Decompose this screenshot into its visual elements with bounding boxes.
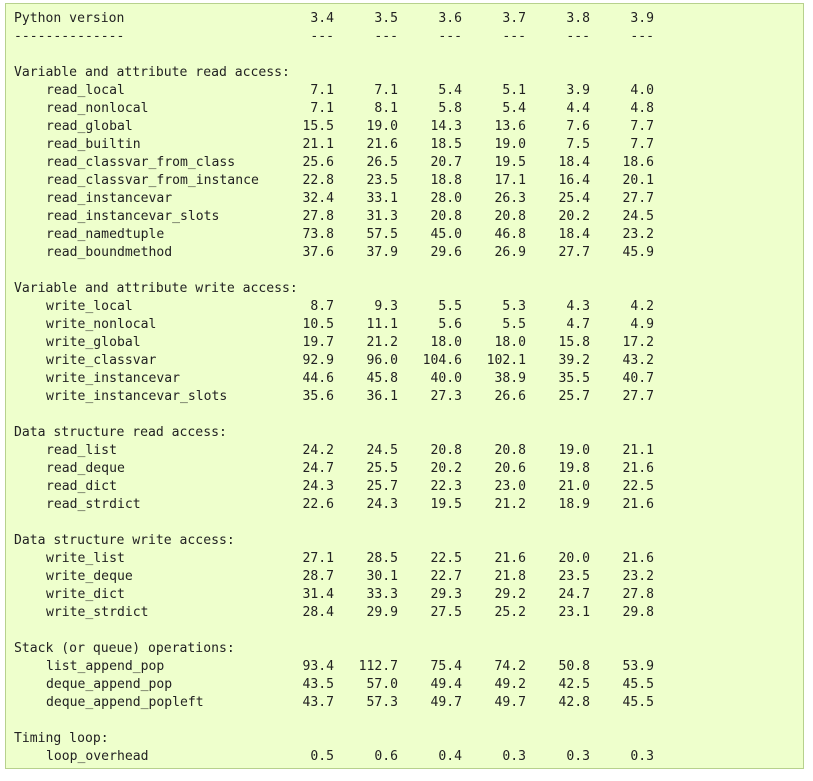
timing-value: 7.1 bbox=[310, 83, 334, 98]
timing-value: 43.5 bbox=[302, 677, 334, 692]
timing-value: 19.8 bbox=[558, 461, 590, 476]
timing-value: 15.5 bbox=[302, 119, 334, 134]
timing-value: 104.6 bbox=[422, 353, 462, 368]
timing-value: 24.5 bbox=[366, 443, 398, 458]
timing-value: 102.1 bbox=[486, 353, 526, 368]
timing-value: 96.0 bbox=[366, 353, 398, 368]
timing-value: 4.3 bbox=[566, 299, 590, 314]
benchmark-row bbox=[14, 496, 795, 514]
timing-value: 5.4 bbox=[438, 83, 462, 98]
timing-value: 49.4 bbox=[430, 677, 462, 692]
benchmark-row bbox=[14, 352, 795, 370]
timing-value: 21.2 bbox=[366, 335, 398, 350]
benchmark-name: read_instancevar_slots bbox=[46, 209, 220, 224]
timing-value: 14.3 bbox=[430, 119, 462, 134]
benchmark-row bbox=[14, 604, 795, 622]
timing-value: 38.9 bbox=[494, 371, 526, 386]
timing-value: 92.9 bbox=[302, 353, 334, 368]
timing-value: 43.7 bbox=[302, 695, 334, 710]
benchmark-name: read_strdict bbox=[46, 497, 141, 512]
benchmark-row bbox=[14, 568, 795, 586]
benchmark-name: write_dict bbox=[46, 587, 125, 602]
timing-value: 53.9 bbox=[622, 659, 654, 674]
timing-value: 23.2 bbox=[622, 227, 654, 242]
benchmark-name: read_deque bbox=[46, 461, 125, 476]
benchmark-row bbox=[14, 100, 795, 118]
timing-value: 40.0 bbox=[430, 371, 462, 386]
benchmark-name: write_instancevar bbox=[46, 371, 181, 386]
timing-value: 49.7 bbox=[494, 695, 526, 710]
timing-value: 29.9 bbox=[366, 605, 398, 620]
blank-line bbox=[14, 406, 795, 424]
timing-value: 24.3 bbox=[302, 479, 334, 494]
timing-value: 26.5 bbox=[366, 155, 398, 170]
timing-value: 4.2 bbox=[630, 299, 654, 314]
timing-value: 46.8 bbox=[494, 227, 526, 242]
timing-value: 45.5 bbox=[622, 695, 654, 710]
timing-value: 5.1 bbox=[502, 83, 526, 98]
timing-value: 19.7 bbox=[302, 335, 334, 350]
timing-value: 22.5 bbox=[622, 479, 654, 494]
timing-value: 32.4 bbox=[302, 191, 334, 206]
timing-value: 21.1 bbox=[622, 443, 654, 458]
section-title bbox=[14, 424, 795, 442]
benchmark-name: read_namedtuple bbox=[46, 227, 165, 242]
benchmark-row bbox=[14, 442, 795, 460]
version-3-9: 3.9 bbox=[630, 11, 654, 26]
benchmark-row bbox=[14, 460, 795, 478]
benchmark-name: list_append_pop bbox=[46, 659, 165, 674]
section-title bbox=[14, 730, 795, 748]
timing-value: 27.3 bbox=[430, 389, 462, 404]
benchmark-name: write_classvar bbox=[46, 353, 157, 368]
timing-value: 21.6 bbox=[366, 137, 398, 152]
timing-value: 15.8 bbox=[558, 335, 590, 350]
timing-value: 44.6 bbox=[302, 371, 334, 386]
timing-value: 0.3 bbox=[502, 749, 526, 764]
timing-value: 19.5 bbox=[430, 497, 462, 512]
timing-value: 18.4 bbox=[558, 155, 590, 170]
timing-value: 21.6 bbox=[622, 461, 654, 476]
timing-value: 93.4 bbox=[302, 659, 334, 674]
benchmark-name: write_list bbox=[46, 551, 125, 566]
timing-value: 29.6 bbox=[430, 245, 462, 260]
timing-value: 36.1 bbox=[366, 389, 398, 404]
timing-value: 23.5 bbox=[558, 569, 590, 584]
timing-value: 24.7 bbox=[558, 587, 590, 602]
benchmark-name: read_classvar_from_instance bbox=[46, 173, 259, 188]
timing-value: 24.5 bbox=[622, 209, 654, 224]
section-title-text: Timing loop: bbox=[14, 731, 109, 746]
timing-value: 22.5 bbox=[430, 551, 462, 566]
timing-value: 7.1 bbox=[310, 101, 334, 116]
timing-value: 45.5 bbox=[622, 677, 654, 692]
benchmark-row bbox=[14, 118, 795, 136]
timing-value: 20.1 bbox=[622, 173, 654, 188]
benchmark-name: write_global bbox=[46, 335, 141, 350]
timing-value: 28.0 bbox=[430, 191, 462, 206]
header-label-underline: -------------- bbox=[14, 29, 125, 44]
timing-value: 27.7 bbox=[622, 389, 654, 404]
timing-value: 20.8 bbox=[494, 209, 526, 224]
timing-value: 4.9 bbox=[630, 317, 654, 332]
timing-value: 73.8 bbox=[302, 227, 334, 242]
timing-value: 35.5 bbox=[558, 371, 590, 386]
header-label: Python version bbox=[14, 11, 125, 26]
timing-value: 20.8 bbox=[430, 209, 462, 224]
benchmark-row bbox=[14, 298, 795, 316]
timing-value: 27.8 bbox=[622, 587, 654, 602]
timing-value: 19.0 bbox=[366, 119, 398, 134]
timing-value: 7.7 bbox=[630, 119, 654, 134]
blank-line bbox=[14, 46, 795, 64]
benchmark-row bbox=[14, 172, 795, 190]
timing-value: 4.4 bbox=[566, 101, 590, 116]
benchmark-row bbox=[14, 748, 795, 766]
timing-value: 21.2 bbox=[494, 497, 526, 512]
timing-value: 18.0 bbox=[430, 335, 462, 350]
timing-value: 17.2 bbox=[622, 335, 654, 350]
timing-value: 21.6 bbox=[622, 497, 654, 512]
benchmark-name: write_instancevar_slots bbox=[46, 389, 228, 404]
timing-value: 28.7 bbox=[302, 569, 334, 584]
timing-value: 18.8 bbox=[430, 173, 462, 188]
benchmark-name: read_builtin bbox=[46, 137, 141, 152]
benchmark-row bbox=[14, 586, 795, 604]
timing-value: 27.7 bbox=[622, 191, 654, 206]
timing-value: 57.0 bbox=[366, 677, 398, 692]
blank-line bbox=[14, 514, 795, 532]
timing-value: 28.4 bbox=[302, 605, 334, 620]
timing-value: 18.4 bbox=[558, 227, 590, 242]
benchmark-name: deque_append_popleft bbox=[46, 695, 204, 710]
timing-value: 18.6 bbox=[622, 155, 654, 170]
version-3-8: 3.8 bbox=[566, 11, 590, 26]
timing-value: 23.5 bbox=[366, 173, 398, 188]
benchmark-row bbox=[14, 316, 795, 334]
benchmark-name: write_local bbox=[46, 299, 133, 314]
timing-value: 0.5 bbox=[310, 749, 334, 764]
benchmark-row bbox=[14, 82, 795, 100]
benchmark-row bbox=[14, 244, 795, 262]
timing-value: 27.1 bbox=[302, 551, 334, 566]
timing-value: 27.5 bbox=[430, 605, 462, 620]
section-title-text: Data structure write access: bbox=[14, 533, 235, 548]
timing-value: 21.6 bbox=[622, 551, 654, 566]
benchmark-row bbox=[14, 154, 795, 172]
timing-value: 19.0 bbox=[558, 443, 590, 458]
timing-value: 0.3 bbox=[630, 749, 654, 764]
timing-value: 9.3 bbox=[374, 299, 398, 314]
timing-value: 49.7 bbox=[430, 695, 462, 710]
version-3-4: 3.4 bbox=[310, 11, 334, 26]
timing-value: 29.8 bbox=[622, 605, 654, 620]
header-col-underline: --- bbox=[438, 29, 462, 44]
timing-value: 75.4 bbox=[430, 659, 462, 674]
timing-value: 45.9 bbox=[622, 245, 654, 260]
timing-value: 25.5 bbox=[366, 461, 398, 476]
timing-value: 31.3 bbox=[366, 209, 398, 224]
timing-value: 18.5 bbox=[430, 137, 462, 152]
sections-container bbox=[14, 46, 795, 766]
timing-value: 74.2 bbox=[494, 659, 526, 674]
timing-value: 5.8 bbox=[438, 101, 462, 116]
timing-value: 26.6 bbox=[494, 389, 526, 404]
benchmark-name: read_nonlocal bbox=[46, 101, 149, 116]
timing-value: 35.6 bbox=[302, 389, 334, 404]
benchmark-row bbox=[14, 388, 795, 406]
version-3-5: 3.5 bbox=[374, 11, 398, 26]
blank-line bbox=[14, 622, 795, 640]
timing-value: 33.3 bbox=[366, 587, 398, 602]
timing-value: 20.8 bbox=[430, 443, 462, 458]
timing-value: 42.5 bbox=[558, 677, 590, 692]
benchmark-row bbox=[14, 226, 795, 244]
benchmark-name: write_strdict bbox=[46, 605, 149, 620]
timing-value: 4.7 bbox=[566, 317, 590, 332]
timing-value: 18.9 bbox=[558, 497, 590, 512]
timing-value: 0.6 bbox=[374, 749, 398, 764]
timing-value: 29.3 bbox=[430, 587, 462, 602]
benchmark-name: deque_append_pop bbox=[46, 677, 173, 692]
timing-value: 45.0 bbox=[430, 227, 462, 242]
header-row bbox=[14, 10, 795, 28]
header-col-underline: --- bbox=[502, 29, 526, 44]
timing-value: 20.2 bbox=[558, 209, 590, 224]
timing-value: 7.1 bbox=[374, 83, 398, 98]
timing-value: 20.2 bbox=[430, 461, 462, 476]
timing-value: 19.5 bbox=[494, 155, 526, 170]
benchmark-row bbox=[14, 190, 795, 208]
timing-value: 0.4 bbox=[438, 749, 462, 764]
timing-value: 5.5 bbox=[438, 299, 462, 314]
section-title-text: Data structure read access: bbox=[14, 425, 227, 440]
timing-value: 5.4 bbox=[502, 101, 526, 116]
timing-value: 17.1 bbox=[494, 173, 526, 188]
version-3-7: 3.7 bbox=[502, 11, 526, 26]
timing-value: 21.8 bbox=[494, 569, 526, 584]
benchmark-row bbox=[14, 208, 795, 226]
timing-value: 27.8 bbox=[302, 209, 334, 224]
timing-value: 3.9 bbox=[566, 83, 590, 98]
timing-value: 7.6 bbox=[566, 119, 590, 134]
timing-value: 37.9 bbox=[366, 245, 398, 260]
timing-value: 27.7 bbox=[558, 245, 590, 260]
section-title bbox=[14, 64, 795, 82]
benchmark-row bbox=[14, 658, 795, 676]
timing-value: 26.3 bbox=[494, 191, 526, 206]
timing-value: 25.6 bbox=[302, 155, 334, 170]
section-title-text: Variable and attribute write access: bbox=[14, 281, 298, 296]
benchmark-name: write_deque bbox=[46, 569, 133, 584]
timing-value: 22.7 bbox=[430, 569, 462, 584]
timing-value: 25.7 bbox=[366, 479, 398, 494]
timing-value: 18.0 bbox=[494, 335, 526, 350]
benchmark-table bbox=[14, 10, 795, 766]
timing-value: 37.6 bbox=[302, 245, 334, 260]
timing-value: 25.2 bbox=[494, 605, 526, 620]
section-title bbox=[14, 280, 795, 298]
timing-value: 57.3 bbox=[366, 695, 398, 710]
timing-value: 50.8 bbox=[558, 659, 590, 674]
timing-value: 49.2 bbox=[494, 677, 526, 692]
timing-value: 20.8 bbox=[494, 443, 526, 458]
benchmark-name: read_dict bbox=[46, 479, 117, 494]
timing-value: 39.2 bbox=[558, 353, 590, 368]
timing-value: 24.7 bbox=[302, 461, 334, 476]
timing-value: 26.9 bbox=[494, 245, 526, 260]
timing-value: 29.2 bbox=[494, 587, 526, 602]
header-col-underline: --- bbox=[310, 29, 334, 44]
timing-value: 20.7 bbox=[430, 155, 462, 170]
timing-value: 40.7 bbox=[622, 371, 654, 386]
section-title-text: Variable and attribute read access: bbox=[14, 65, 290, 80]
timing-value: 23.1 bbox=[558, 605, 590, 620]
timing-value: 43.2 bbox=[622, 353, 654, 368]
timing-value: 21.1 bbox=[302, 137, 334, 152]
section-title bbox=[14, 640, 795, 658]
benchmark-name: read_instancevar bbox=[46, 191, 173, 206]
timing-value: 23.2 bbox=[622, 569, 654, 584]
timing-value: 20.6 bbox=[494, 461, 526, 476]
version-3-6: 3.6 bbox=[438, 11, 462, 26]
timing-value: 22.3 bbox=[430, 479, 462, 494]
timing-value: 10.5 bbox=[302, 317, 334, 332]
timing-value: 16.4 bbox=[558, 173, 590, 188]
benchmark-name: loop_overhead bbox=[46, 749, 149, 764]
timing-value: 4.0 bbox=[630, 83, 654, 98]
timing-value: 19.0 bbox=[494, 137, 526, 152]
header-col-underline: --- bbox=[374, 29, 398, 44]
header-underline-row bbox=[14, 28, 795, 46]
timing-value: 24.2 bbox=[302, 443, 334, 458]
benchmark-name: read_classvar_from_class bbox=[46, 155, 236, 170]
benchmark-row bbox=[14, 694, 795, 712]
timing-value: 13.6 bbox=[494, 119, 526, 134]
timing-value: 23.0 bbox=[494, 479, 526, 494]
section-title bbox=[14, 532, 795, 550]
benchmark-name: write_nonlocal bbox=[46, 317, 157, 332]
timing-value: 4.8 bbox=[630, 101, 654, 116]
timing-value: 22.6 bbox=[302, 497, 334, 512]
timing-value: 57.5 bbox=[366, 227, 398, 242]
timing-value: 21.6 bbox=[494, 551, 526, 566]
blank-line bbox=[14, 262, 795, 280]
timing-value: 5.5 bbox=[502, 317, 526, 332]
blank-line bbox=[14, 712, 795, 730]
timing-value: 30.1 bbox=[366, 569, 398, 584]
timing-value: 112.7 bbox=[358, 659, 398, 674]
benchmark-row bbox=[14, 550, 795, 568]
benchmark-name: read_list bbox=[46, 443, 117, 458]
timing-value: 24.3 bbox=[366, 497, 398, 512]
timing-value: 7.5 bbox=[566, 137, 590, 152]
timing-value: 8.1 bbox=[374, 101, 398, 116]
header-col-underline: --- bbox=[566, 29, 590, 44]
timing-value: 20.0 bbox=[558, 551, 590, 566]
benchmark-name: read_boundmethod bbox=[46, 245, 173, 260]
timing-value: 11.1 bbox=[366, 317, 398, 332]
timing-value: 25.4 bbox=[558, 191, 590, 206]
timing-value: 8.7 bbox=[310, 299, 334, 314]
timing-value: 28.5 bbox=[366, 551, 398, 566]
benchmark-row bbox=[14, 370, 795, 388]
timing-value: 45.8 bbox=[366, 371, 398, 386]
timing-value: 5.6 bbox=[438, 317, 462, 332]
timing-value: 21.0 bbox=[558, 479, 590, 494]
timing-value: 33.1 bbox=[366, 191, 398, 206]
benchmark-row bbox=[14, 334, 795, 352]
header-col-underline: --- bbox=[630, 29, 654, 44]
timing-value: 0.3 bbox=[566, 749, 590, 764]
benchmark-row bbox=[14, 478, 795, 496]
benchmark-name: read_global bbox=[46, 119, 133, 134]
timing-value: 42.8 bbox=[558, 695, 590, 710]
benchmark-row bbox=[14, 136, 795, 154]
timing-value: 5.3 bbox=[502, 299, 526, 314]
timing-value: 31.4 bbox=[302, 587, 334, 602]
timing-value: 25.7 bbox=[558, 389, 590, 404]
section-title-text: Stack (or queue) operations: bbox=[14, 641, 235, 656]
benchmark-name: read_local bbox=[46, 83, 125, 98]
benchmark-row bbox=[14, 676, 795, 694]
timing-value: 7.7 bbox=[630, 137, 654, 152]
code-block bbox=[5, 3, 804, 769]
timing-value: 22.8 bbox=[302, 173, 334, 188]
